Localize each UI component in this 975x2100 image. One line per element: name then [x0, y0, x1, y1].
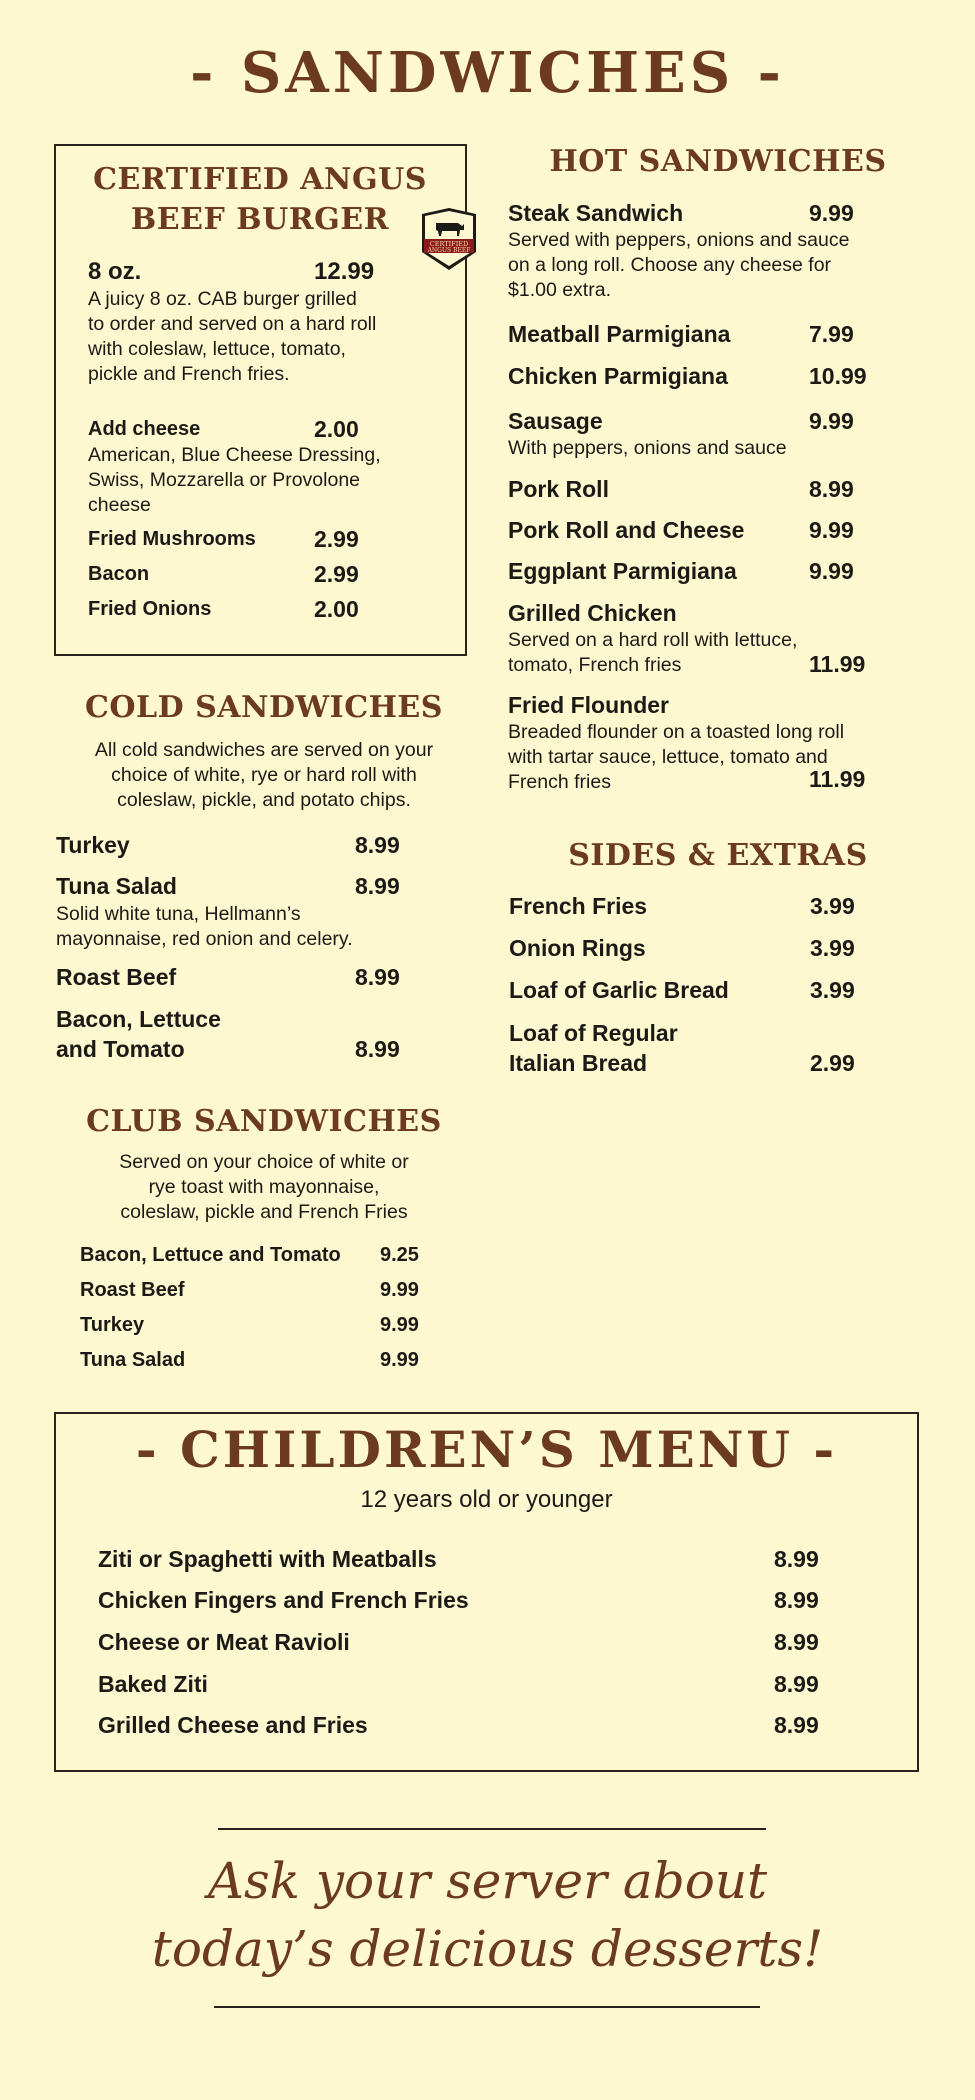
item-price: 3.99: [810, 935, 855, 961]
cold-sandwiches-title: COLD SANDWICHES: [85, 690, 443, 725]
desc-line: With peppers, onions and sauce: [508, 437, 787, 459]
desc-line: Swiss, Mozzarella or Provolone: [88, 469, 361, 491]
item-name: Tuna Salad: [56, 873, 177, 899]
item-price: 8.99: [809, 476, 854, 502]
item-price: 9.99: [809, 408, 854, 434]
item-name: Cheese or Meat Ravioli: [98, 1629, 350, 1655]
item-name: Ziti or Spaghetti with Meatballs: [98, 1546, 437, 1572]
desc-line: on a long roll. Choose any cheese for: [508, 254, 832, 276]
logo-text-top: CERTIFIED: [429, 240, 469, 248]
item-name: Turkey: [80, 1314, 145, 1336]
item-name: Baked Ziti: [98, 1671, 208, 1697]
cold-intro: [54, 738, 474, 813]
extra-name: Fried Mushrooms: [88, 528, 256, 550]
item-name: Meatball Parmigiana: [508, 321, 731, 347]
dessert-message-line1: Ask your server about: [207, 1852, 768, 1910]
item-name: Eggplant Parmigiana: [508, 558, 737, 584]
steak-description: [508, 228, 928, 303]
desc-line: Served with peppers, onions and sauce: [508, 229, 850, 251]
logo-text-bottom: ANGUS BEEF: [427, 247, 471, 254]
footer-divider-bottom: [214, 2006, 760, 2008]
item-price: 10.99: [809, 363, 867, 389]
item-name: Bacon, Lettuce: [56, 1006, 221, 1032]
item-price: 8.99: [355, 964, 400, 990]
desc-line: A juicy 8 oz. CAB burger grilled: [88, 288, 357, 310]
add-cheese-price: 2.00: [314, 416, 359, 442]
item-price: 8.99: [774, 1629, 819, 1655]
angus-size: 8 oz.: [88, 258, 142, 285]
item-name: Roast Beef: [80, 1279, 185, 1301]
item-price: 9.99: [380, 1349, 419, 1371]
desc-line: to order and served on a hard roll: [88, 313, 377, 335]
item-price: 8.99: [774, 1712, 819, 1738]
certified-angus-beef-logo-icon: [418, 206, 480, 272]
item-price: 9.99: [809, 558, 854, 584]
extra-price: 2.99: [314, 526, 359, 552]
hot-sandwiches-title: HOT SANDWICHES: [549, 144, 887, 179]
item-name: Chicken Fingers and French Fries: [98, 1587, 469, 1613]
add-cheese-description: [88, 443, 458, 518]
item-name: Tuna Salad: [80, 1349, 186, 1371]
footer-divider-top: [218, 1828, 766, 1830]
item-price: 3.99: [810, 977, 855, 1003]
angus-title-line2: BEEF BURGER: [130, 202, 390, 237]
club-sandwiches-title: CLUB SANDWICHES: [86, 1104, 442, 1139]
item-name: Chicken Parmigiana: [508, 363, 728, 389]
item-name: and Tomato: [56, 1036, 185, 1062]
childrens-menu-subtitle: 12 years old or younger: [360, 1486, 613, 1513]
desc-line: with coleslaw, lettuce, tomato,: [88, 338, 346, 360]
item-name: Bacon, Lettuce and Tomato: [80, 1244, 341, 1266]
item-name: Turkey: [56, 832, 130, 858]
item-price: 8.99: [355, 832, 400, 858]
desc-line: American, Blue Cheese Dressing,: [88, 444, 381, 466]
item-name: Fried Flounder: [508, 692, 669, 718]
tuna-description: [56, 902, 456, 952]
childrens-menu-title: - CHILDREN’S MENU -: [135, 1420, 838, 1479]
desc-line: cheese: [88, 494, 151, 516]
item-price: 8.99: [355, 1036, 400, 1062]
item-name: Roast Beef: [56, 964, 177, 990]
item-name: Onion Rings: [509, 935, 646, 961]
angus-price: 12.99: [314, 258, 375, 285]
item-price: 9.99: [809, 517, 854, 543]
intro-line: coleslaw, pickle, and potato chips.: [117, 789, 411, 811]
desc-line: Solid white tuna, Hellmann’s: [56, 903, 301, 925]
item-price: 7.99: [809, 321, 854, 347]
item-price: 8.99: [355, 873, 400, 899]
desc-line: Served on a hard roll with lettuce,: [508, 629, 798, 651]
item-price: 9.99: [380, 1314, 419, 1336]
desc-line: pickle and French fries.: [88, 363, 290, 385]
extra-price: 2.99: [314, 561, 359, 587]
item-name: Loaf of Garlic Bread: [509, 977, 729, 1003]
extra-name: Fried Onions: [88, 598, 212, 620]
dessert-message-line2: today’s delicious desserts!: [151, 1920, 824, 1978]
intro-line: choice of white, rye or hard roll with: [111, 764, 417, 786]
item-price: 11.99: [809, 766, 866, 792]
item-name: Pork Roll: [508, 476, 609, 502]
desc-line: Breaded flounder on a toasted long roll: [508, 721, 845, 743]
item-name: French Fries: [509, 893, 648, 919]
desc-line: French fries: [508, 771, 611, 793]
angus-description: [88, 287, 458, 387]
club-intro: [54, 1150, 474, 1225]
intro-line: rye toast with mayonnaise,: [148, 1176, 380, 1198]
angus-title-line1: CERTIFIED ANGUS: [93, 162, 427, 197]
add-cheese-label: Add cheese: [88, 418, 201, 440]
item-name: Pork Roll and Cheese: [508, 517, 745, 543]
item-price: 9.25: [380, 1244, 419, 1266]
intro-line: coleslaw, pickle and French Fries: [120, 1201, 408, 1223]
sides-extras-title: SIDES & EXTRAS: [568, 838, 868, 873]
item-name: Sausage: [508, 408, 603, 434]
item-price: 8.99: [774, 1671, 819, 1697]
intro-line: All cold sandwiches are served on your: [94, 739, 434, 761]
desc-line: $1.00 extra.: [508, 279, 611, 301]
item-name: Italian Bread: [509, 1050, 648, 1076]
item-name: Loaf of Regular: [509, 1020, 678, 1046]
item-name: Steak Sandwich: [508, 200, 684, 226]
item-price: 9.99: [380, 1279, 419, 1301]
item-name: Grilled Chicken: [508, 600, 677, 626]
item-name: Grilled Cheese and Fries: [98, 1712, 368, 1738]
item-price: 9.99: [809, 200, 854, 226]
item-price: 8.99: [774, 1546, 819, 1572]
item-price: 11.99: [809, 651, 866, 677]
sausage-description: [508, 436, 928, 461]
item-price: 3.99: [810, 893, 855, 919]
desc-line: tomato, French fries: [508, 654, 682, 676]
item-price: 2.99: [810, 1050, 855, 1076]
extra-name: Bacon: [88, 563, 150, 585]
page-title: - SANDWICHES -: [190, 40, 785, 106]
intro-line: Served on your choice of white or: [119, 1151, 409, 1173]
extra-price: 2.00: [314, 596, 359, 622]
desc-line: mayonnaise, red onion and celery.: [56, 928, 353, 950]
desc-line: with tartar sauce, lettuce, tomato and: [508, 746, 828, 768]
item-price: 8.99: [774, 1587, 819, 1613]
